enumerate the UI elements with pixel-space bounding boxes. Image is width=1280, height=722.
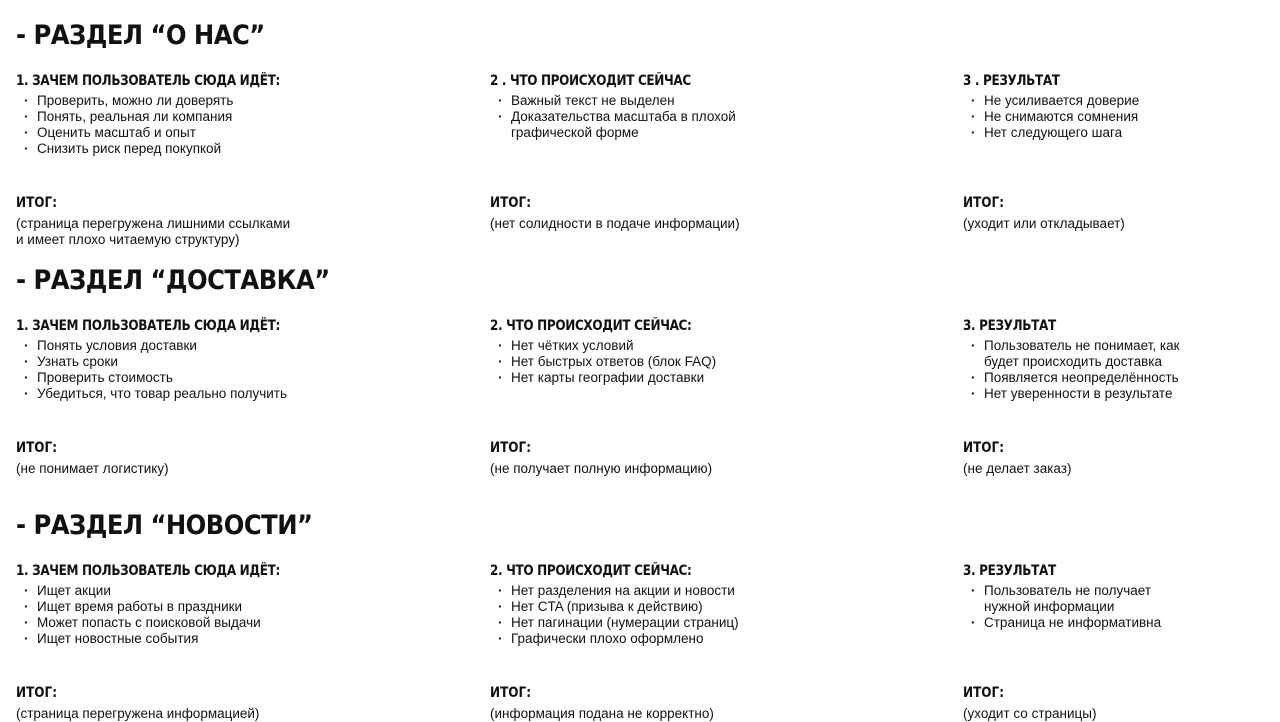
list-item: · Нет чётких условий [490,338,820,354]
list-item: · Нет CTA (призыва к действию) [490,599,820,615]
list-item: · Нет уверенности в результате [963,386,1280,402]
list-item: · Появляется неопределённость [963,370,1280,386]
column-heading: 1. ЗАЧЕМ ПОЛЬЗОВАТЕЛЬ СЮДА ИДЁТ: [16,563,280,579]
result-label: ИТОГ: [490,440,532,456]
result-label: ИТОГ: [490,195,532,211]
list-item: · Проверить, можно ли доверять [16,93,346,109]
column-result [963,72,1280,231]
bullet-list [963,583,1280,631]
result-label: ИТОГ: [16,685,58,701]
list-item: · Понять, реальная ли компания [16,109,346,125]
list-item: · Нет следующего шага [963,125,1280,141]
result-label: ИТОГ: [16,440,58,456]
list-item: · Нет разделения на акции и новости [490,583,820,599]
result-text: (страница перегружена информацией) [16,706,260,721]
list-item: · Ищет время работы в праздники [16,599,346,615]
column-current-state [490,562,820,721]
bullet-list [16,583,346,647]
column-why-user-comes [16,562,346,721]
list-item: · Нет быстрых ответов (блок FAQ) [490,354,820,370]
bullet-list [963,93,1280,141]
list-item: · Снизить риск перед покупкой [16,141,346,157]
list-item: · Может попасть с поисковой выдачи [16,615,346,631]
list-item: · Убедиться, что товар реально получить [16,386,346,402]
result-text: (уходит со страницы) [963,706,1097,721]
result-text: (информация подана не корректно) [490,706,714,721]
list-item: · Ищет акции [16,583,346,599]
result-text: (уходит или откладывает) [963,216,1125,231]
bullet-list [490,93,820,141]
list-item: · Графически плохо оформлено [490,631,820,647]
result-label: ИТОГ: [963,195,1005,211]
result-text: (нет солидности в подаче информации) [490,216,740,231]
list-item: · Нет пагинации (нумерации страниц) [490,615,820,631]
column-heading: 1. ЗАЧЕМ ПОЛЬЗОВАТЕЛЬ СЮДА ИДЁТ: [16,318,280,334]
column-current-state [490,72,820,231]
section-title: - РАЗДЕЛ “О НАС” [16,20,265,51]
list-item: · Не усиливается доверие [963,93,1280,109]
result-label: ИТОГ: [16,195,58,211]
list-item: · Понять условия доставки [16,338,346,354]
result-label: ИТОГ: [963,440,1005,456]
list-item: · Не снимаются сомнения [963,109,1280,125]
list-item: · Важный текст не выделен [490,93,820,109]
column-heading: 2. ЧТО ПРОИСХОДИТ СЕЙЧАС: [490,318,692,334]
column-heading: 3 . РЕЗУЛЬТАТ [963,73,1060,89]
column-result [963,317,1280,476]
column-heading: 2. ЧТО ПРОИСХОДИТ СЕЙЧАС: [490,563,692,579]
list-item: · Ищет новостные события [16,631,346,647]
column-heading: 2 . ЧТО ПРОИСХОДИТ СЕЙЧАС [490,73,691,89]
section-title: - РАЗДЕЛ “ДОСТАВКА” [16,265,330,296]
column-why-user-comes [16,72,346,247]
bullet-list [490,338,820,386]
list-item: · Узнать сроки [16,354,346,370]
column-current-state [490,317,820,476]
column-heading: 3. РЕЗУЛЬТАТ [963,318,1056,334]
column-heading: 1. ЗАЧЕМ ПОЛЬЗОВАТЕЛЬ СЮДА ИДЁТ: [16,73,280,89]
result-text: (не понимает логистику) [16,461,169,476]
result-text: (не получает полную информацию) [490,461,713,476]
list-item: · Проверить стоимость [16,370,346,386]
bullet-list [16,93,346,157]
result-label: ИТОГ: [490,685,532,701]
column-why-user-comes [16,317,346,476]
section-title: - РАЗДЕЛ “НОВОСТИ” [16,510,313,541]
column-result [963,562,1280,721]
list-item: · Страница не информативна [963,615,1280,631]
result-label: ИТОГ: [963,685,1005,701]
list-item: · Пользователь не понимает, как будет происходить доставка [963,338,1280,370]
bullet-list [16,338,346,402]
result-text: (не делает заказ) [963,461,1072,476]
list-item: · Оценить масштаб и опыт [16,125,346,141]
bullet-list [490,583,820,647]
bullet-list [963,338,1280,402]
list-item: · Доказательства масштаба в плохой графической форме [490,109,820,141]
list-item: · Пользователь не получает нужной информации [963,583,1280,615]
column-heading: 3. РЕЗУЛЬТАТ [963,563,1056,579]
list-item: · Нет карты географии доставки [490,370,820,386]
result-text: (страница перегружена лишними ссылками и имеет плохо читаемую структуру) [16,216,291,247]
